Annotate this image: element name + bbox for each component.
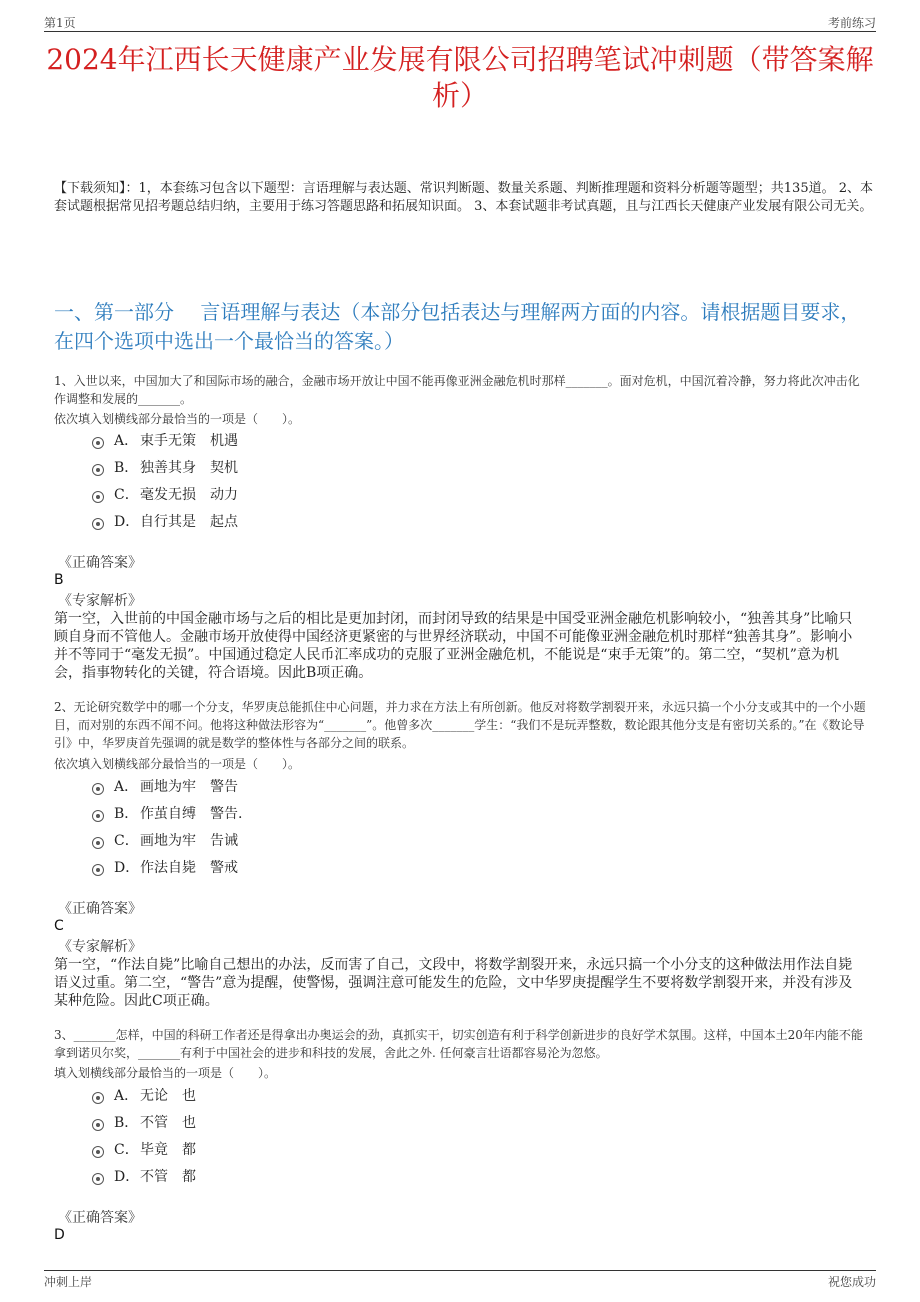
question-3-prompt: 填入划横线部分最恰当的一项是（ ）。 (54, 1066, 277, 1080)
footer-left: 冲刺上岸 (44, 1275, 93, 1289)
question-2-option-a[interactable]: A． 画地为牢 警告 (92, 772, 242, 799)
radio-icon[interactable] (92, 491, 104, 503)
download-notice: 【下载须知】：1，本套练习包含以下题型：言语理解与表达题、常识判断题、数量关系题、判断推理题和资料分析题等题型；共135道。 2、本套试题根据常见招考题总结归纳，主要用于练习答题思路和拓展知识面。 3、本套试题非考试真题，且与江西长天健康产业发展有限公司无关。 (54, 181, 873, 214)
section-title: 一、第一部分 言语理解与表达（本部分包括表达与理解两方面的内容。请根据题目要求，在四个选项中选出一个最恰当的答案。） (54, 300, 861, 353)
page-footer (44, 1273, 876, 1291)
question-3-option-a[interactable]: A． 无论 也 (92, 1081, 196, 1108)
question-1-option-b[interactable]: B． 独善其身 契机 (92, 453, 238, 480)
question-3-answer: D (54, 1227, 65, 1243)
question-1-option-c[interactable]: C． 毫发无损 动力 (92, 480, 238, 507)
footer-right: 祝您成功 (827, 1275, 876, 1289)
header-category: 考前练习 (827, 16, 876, 30)
question-2-answer: C (54, 918, 64, 934)
question-1-analysis: 第一空，入世前的中国金融市场与之后的相比是更加封闭，而封闭导致的结果是中国受亚洲金融危机影响较小，“独善其身”比喻只顾自身而不管他人。金融市场开放使得中国经济更紧密的与世界经济联动，中国不可能像亚洲金融危机时那样“独善其身”。影响小并不等同于“毫发无损”。中国通过稳定人民币汇率成功的克服了亚洲金融危机，不能说是“束手无策”的。第二空，“契机”意为机会，指事物转化的关键，符合语境。因此B项正确。 (54, 611, 853, 681)
radio-icon[interactable] (92, 1173, 104, 1185)
document-title: 2024年江西长天健康产业发展有限公司招聘笔试冲刺题（带答案解析） (46, 43, 874, 112)
question-2-options (92, 772, 242, 880)
page-number: 第1页 (44, 16, 76, 30)
radio-icon[interactable] (92, 783, 104, 795)
question-2-option-b[interactable]: B． 作茧自缚 警告. (92, 799, 242, 826)
question-3-option-b[interactable]: B． 不管 也 (92, 1108, 196, 1135)
radio-icon[interactable] (92, 437, 104, 449)
question-2-stem: 2、无论研究数学中的哪一个分支，华罗庚总能抓住中心问题，并力求在方法上有所创新。他反对将数学割裂开来，永远只搞一个小分支或其中的一个小题目，而对别的东西不闻不问。他将这种做法形容为“_______”。他曾多次_______学生：“我们不是玩弄整数，数论跟其他分支是有密切关系的。”在《数论导引》中，华罗庚首先强调的就是数学的整体性与各部分之间的联系。 (54, 700, 866, 750)
radio-icon[interactable] (92, 1119, 104, 1131)
question-3-option-c[interactable]: C． 毕竟 都 (92, 1135, 196, 1162)
question-1-answer: B (54, 572, 64, 588)
radio-icon[interactable] (92, 518, 104, 530)
answer-label: 《正确答案》 (58, 901, 142, 917)
question-2-analysis: 第一空，“作法自毙”比喻自己想出的办法，反而害了自己，文段中，将数学割裂开来，永远只搞一个小分支的这种做法用作法自毙语义过重。第二空，“警告”意为提醒，使警惕，强调注意可能发生的危险，文中华罗庚提醒学生不要将数学割裂开来，并没有涉及某种危险。因此C项正确。 (54, 957, 853, 1009)
footer-divider (44, 1270, 876, 1271)
radio-icon[interactable] (92, 1146, 104, 1158)
analysis-label: 《专家解析》 (58, 593, 142, 609)
question-3-option-d[interactable]: D． 不管 都 (92, 1162, 196, 1189)
header-divider (44, 31, 876, 32)
question-1-options (92, 426, 238, 534)
page-header (44, 12, 876, 32)
analysis-label: 《专家解析》 (58, 939, 142, 955)
question-2-option-c[interactable]: C． 画地为牢 告诫 (92, 826, 242, 853)
question-2-option-d[interactable]: D． 作法自毙 警戒 (92, 853, 242, 880)
question-3-options (92, 1081, 196, 1189)
question-3-stem: 3、_______怎样，中国的科研工作者还是得拿出办奥运会的劲，真抓实干，切实创造有利于科学创新进步的良好学术氛围。这样，中国本土20年内能不能拿到诺贝尔奖，_______有利于中国社会的进步和科技的发展，舍此之外. 任何豪言壮语都容易沦为忽悠。 (54, 1028, 863, 1060)
radio-icon[interactable] (92, 1092, 104, 1104)
radio-icon[interactable] (92, 810, 104, 822)
radio-icon[interactable] (92, 837, 104, 849)
answer-label: 《正确答案》 (58, 555, 142, 571)
question-1-stem: 1、入世以来，中国加大了和国际市场的融合，金融市场开放让中国不能再像亚洲金融危机时那样_______。面对危机，中国沉着冷静，努力将此次冲击化作调整和发展的_______。 (54, 374, 860, 406)
question-1-prompt: 依次填入划横线部分最恰当的一项是（ ）。 (54, 412, 301, 426)
question-2-prompt: 依次填入划横线部分最恰当的一项是（ ）。 (54, 757, 301, 771)
question-1-option-a[interactable]: A． 束手无策 机遇 (92, 426, 238, 453)
radio-icon[interactable] (92, 864, 104, 876)
answer-label: 《正确答案》 (58, 1210, 142, 1226)
question-1-option-d[interactable]: D． 自行其是 起点 (92, 507, 238, 534)
radio-icon[interactable] (92, 464, 104, 476)
